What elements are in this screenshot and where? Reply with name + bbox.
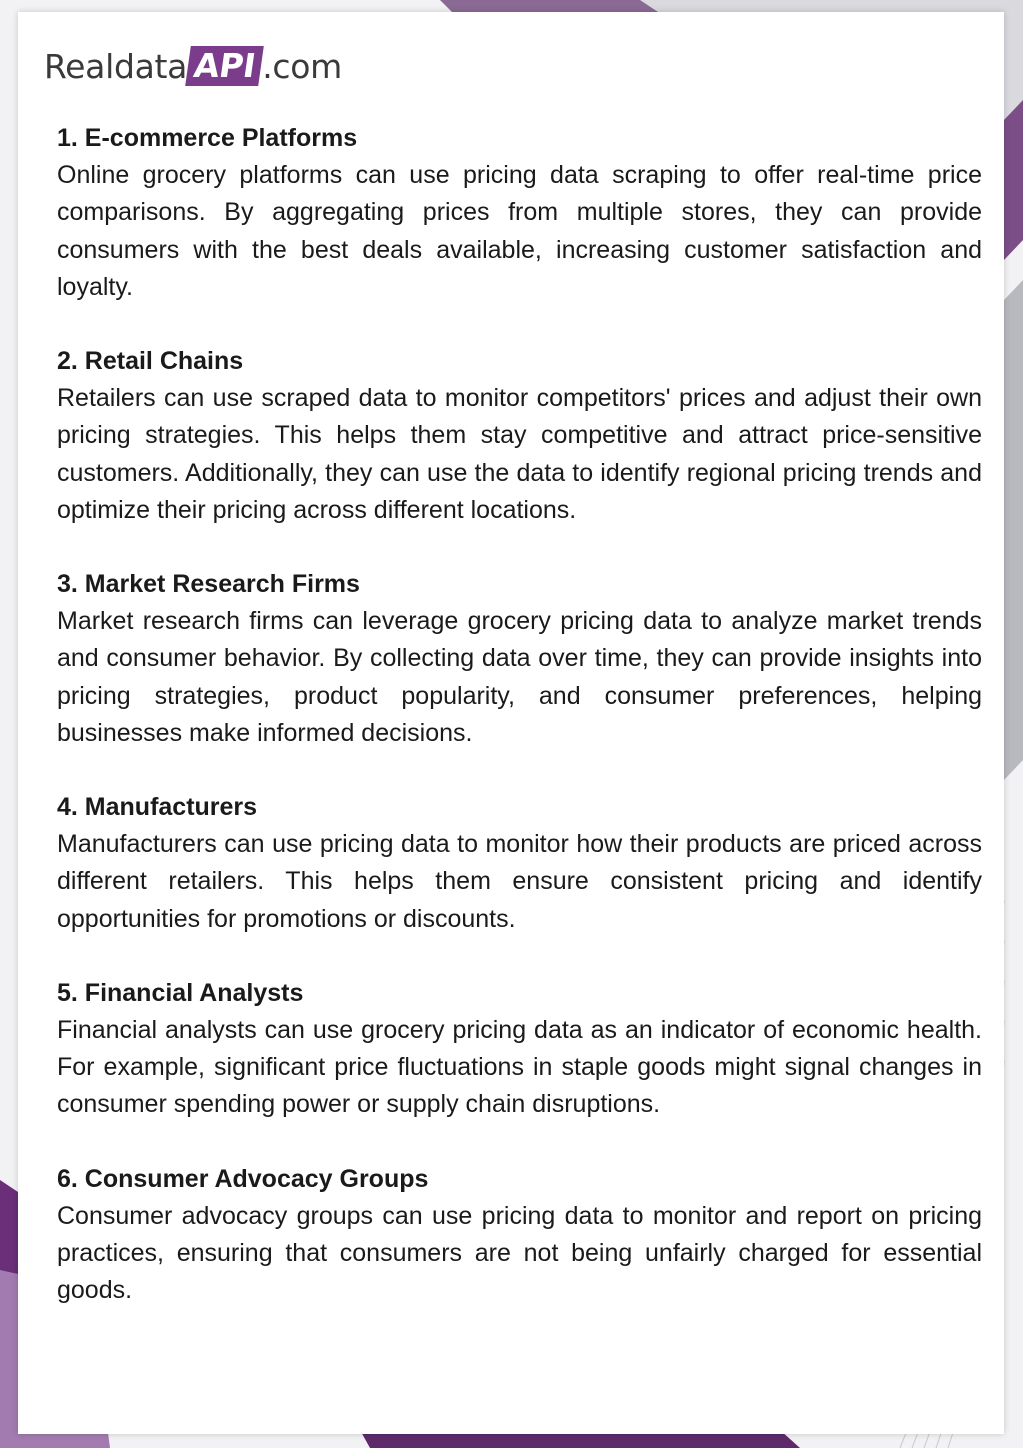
realdataapi-logo: [44, 40, 342, 92]
section-heading: 3. Market Research Firms: [57, 570, 360, 599]
section-paragraph: Online grocery platforms can use pricing data scraping to offer real-time price comparisons. By aggregating prices from multiple stores, they can provide consumers with the best deals available, increasing customer satisfaction and loyalty.: [57, 161, 982, 301]
logo-suffix: .com: [262, 46, 342, 86]
section-heading: 4. Manufacturers: [57, 793, 258, 822]
section-paragraph: Market research firms can leverage grocery pricing data to analyze market trends and consumer behavior. By collecting data over time, they can provide insights into pricing strategies, product popularity, and consumer preferences, helping businesses make informed decisions.: [57, 607, 982, 747]
section-financial-analysts: [57, 975, 982, 1124]
section-paragraph: Consumer advocacy groups can use pricing data to monitor and report on pricing practices, ensuring that consumers are not being unfairly charged for essential goods.: [57, 1201, 982, 1305]
section-paragraph: Manufacturers can use pricing data to monitor how their products are priced across different retailers. This helps them ensure consistent pricing and identify opportunities for promotions or discounts.: [57, 830, 982, 933]
section-retail-chains: [57, 343, 982, 529]
section-paragraph: Financial analysts can use grocery pricing data as an indicator of economic health. For example, significant price fluctuations in staple goods might signal changes in consumer spending power or supply chain disruptions.: [57, 1016, 982, 1119]
section-market-research-firms: [57, 566, 982, 752]
section-consumer-advocacy-groups: [57, 1161, 982, 1310]
logo-prefix: Realdata: [44, 46, 188, 86]
section-heading: 2. Retail Chains: [57, 347, 244, 376]
section-heading: 1. E-commerce Platforms: [57, 124, 358, 152]
logo-api-badge: API: [185, 46, 264, 86]
section-heading: 5. Financial Analysts: [57, 978, 304, 1007]
section-manufacturers: [57, 789, 982, 938]
section-paragraph: Retailers can use scraped data to monitor competitors' prices and adjust their own pricing strategies. This helps them stay competitive and attract price-sensitive customers. Additionally, they can use the data to identify regional pricing trends and optimize their pricing across different locations.: [57, 384, 982, 524]
document-body: [57, 120, 982, 1346]
section-heading: 6. Consumer Advocacy Groups: [57, 1164, 429, 1193]
section-ecommerce-platforms: [57, 120, 982, 306]
